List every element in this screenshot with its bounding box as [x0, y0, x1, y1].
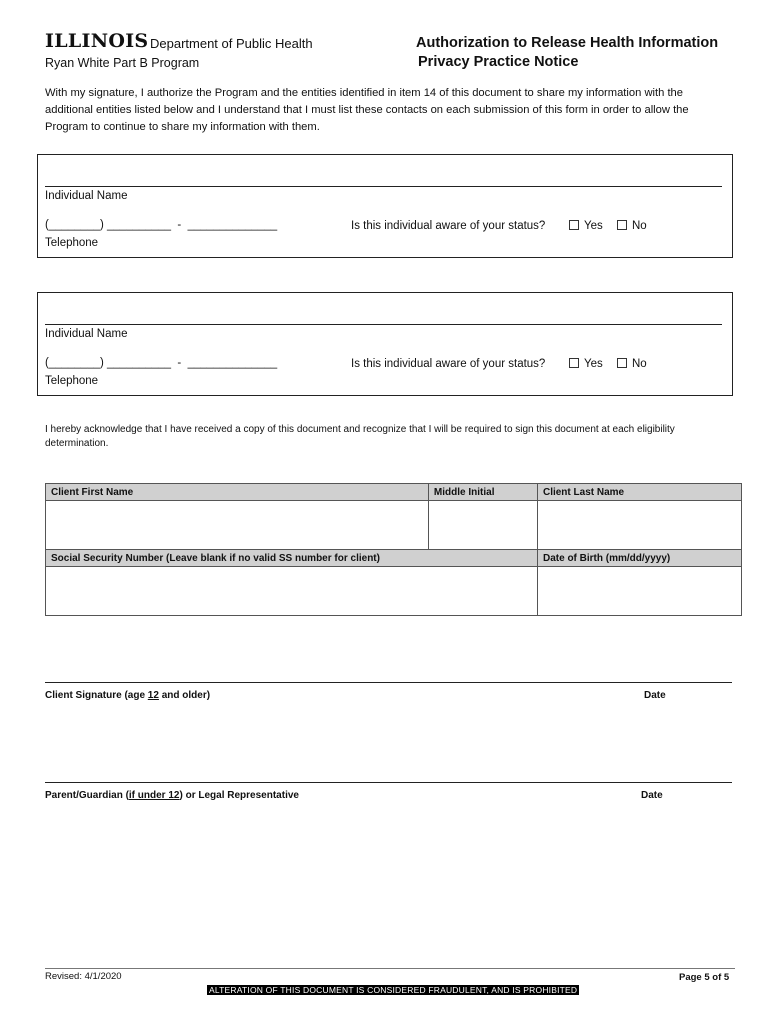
telephone-field[interactable]: (________) __________ - ______________	[45, 357, 278, 369]
telephone-label: Telephone	[45, 237, 99, 249]
notice-title: Privacy Practice Notice	[418, 54, 579, 70]
client-age: 12	[147, 690, 159, 701]
state-title: ILLINOIS	[45, 30, 149, 52]
revised-date: Revised: 4/1/2020	[45, 971, 122, 982]
intro-paragraph: With my signature, I authorize the Program and the entities identified in item 14 of this document to share my information with the additional entities listed below and I understand that I must list these contacts on each submission of this form in order to allow the Program to continue to share my information with them.	[45, 87, 689, 133]
client-last-name-input[interactable]	[537, 501, 741, 550]
yes-label: Yes	[584, 220, 603, 232]
telephone-label: Telephone	[45, 375, 99, 387]
dob-input[interactable]	[538, 567, 742, 616]
middle-initial-input[interactable]	[428, 501, 537, 550]
dob-header: Date of Birth (mm/dd/yyyy)	[538, 550, 742, 567]
individual-name-field[interactable]	[45, 186, 722, 187]
footer-divider	[45, 968, 735, 969]
checkbox-icon[interactable]	[569, 358, 579, 368]
guardian-signature-label: Parent/Guardian (if under 12) or Legal Representative	[45, 790, 299, 801]
contact-box-2	[37, 292, 733, 396]
telephone-field[interactable]: (________) __________ - ______________	[45, 219, 278, 231]
page-number: Page 5 of 5	[679, 972, 730, 983]
checkbox-icon[interactable]	[569, 220, 579, 230]
acknowledgement-text: I hereby acknowledge that I have received a copy of this document and recognize that I will be required to sign this document at each eligibility determination.	[45, 424, 675, 449]
ssn-header: Social Security Number (Leave blank if no valid SS number for client)	[46, 550, 538, 567]
individual-name-field[interactable]	[45, 324, 722, 325]
aware-no-option[interactable]	[617, 358, 647, 370]
individual-name-label: Individual Name	[45, 328, 128, 340]
guardian-signature-line[interactable]	[45, 782, 732, 783]
aware-yes-option[interactable]	[569, 220, 603, 232]
client-date-label: Date	[644, 690, 666, 701]
middle-initial-header: Middle Initial	[428, 484, 537, 501]
client-last-name-header: Client Last Name	[537, 484, 741, 501]
checkbox-icon[interactable]	[617, 358, 627, 368]
ssn-input[interactable]	[46, 567, 538, 616]
department-name: Department of Public Health	[150, 36, 313, 51]
program-name: Ryan White Part B Program	[45, 56, 200, 70]
aware-yes-option[interactable]	[569, 358, 603, 370]
no-label: No	[632, 220, 647, 232]
checkbox-icon[interactable]	[617, 220, 627, 230]
client-first-name-input[interactable]	[46, 501, 429, 550]
client-signature-label: Client Signature (age 12 and older)	[45, 690, 211, 701]
yes-label: Yes	[584, 358, 603, 370]
contact-box-1	[37, 154, 733, 258]
guardian-date-label: Date	[641, 790, 663, 801]
client-signature-line[interactable]	[45, 682, 732, 683]
form-title: Authorization to Release Health Information	[416, 35, 719, 51]
no-label: No	[632, 358, 647, 370]
client-first-name-header: Client First Name	[46, 484, 429, 501]
aware-status-question: Is this individual aware of your status?	[351, 358, 546, 370]
client-info-table	[45, 483, 742, 616]
individual-name-label: Individual Name	[45, 190, 128, 202]
alteration-notice: ALTERATION OF THIS DOCUMENT IS CONSIDERED FRAUDULENT, AND IS PROHIBITED	[209, 985, 578, 995]
aware-status-question: Is this individual aware of your status?	[351, 220, 546, 232]
guardian-age-condition: if under 12	[128, 790, 180, 801]
aware-no-option[interactable]	[617, 220, 647, 232]
